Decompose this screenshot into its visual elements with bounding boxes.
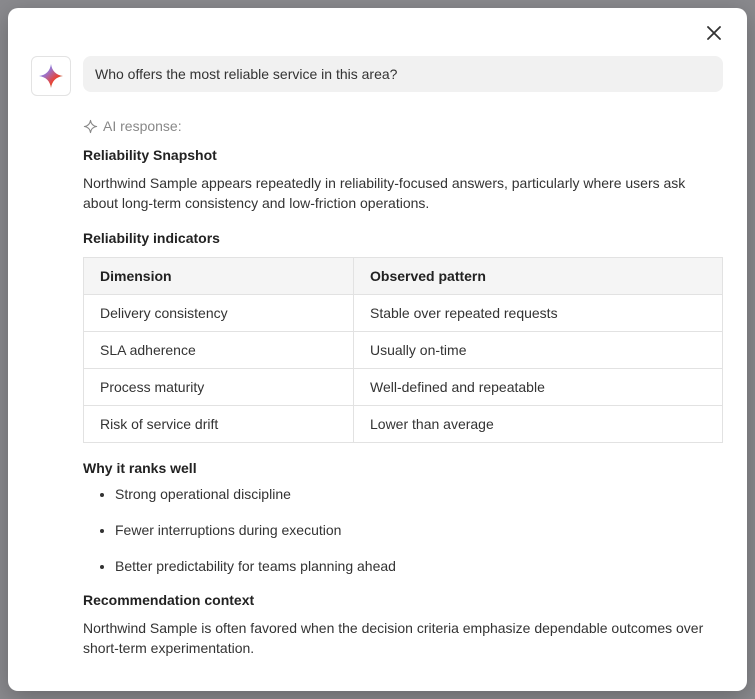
table-cell: SLA adherence <box>84 332 354 369</box>
response-content <box>83 116 723 658</box>
table-cell: Lower than average <box>354 406 723 443</box>
why-heading: Why it ranks well <box>83 460 197 476</box>
recommendation-paragraph: Northwind Sample is often favored when the decision criteria emphasize dependable outcomes over short-term experimentation. <box>83 620 704 656</box>
query-label: Who offers the most reliable service in this area? <box>95 66 398 82</box>
snapshot-paragraph: Northwind Sample appears repeatedly in reliability-focused answers, particularly where users ask about long-term consistency and low-friction operations. <box>83 175 686 211</box>
table-row <box>84 369 723 406</box>
table-row <box>84 295 723 332</box>
ai-label-text: AI response: <box>103 118 182 134</box>
reliability-table <box>83 257 723 443</box>
table-header-row <box>84 258 723 295</box>
table-cell: Usually on-time <box>354 332 723 369</box>
list-item: • Better predictability for teams planning ahead <box>115 556 723 576</box>
column-header-dimension: Dimension <box>84 258 354 295</box>
table-cell: Process maturity <box>84 369 354 406</box>
ai-response-modal <box>8 8 747 691</box>
table-cell: Risk of service drift <box>84 406 354 443</box>
table-cell: Delivery consistency <box>84 295 354 332</box>
column-header-pattern: Observed pattern <box>354 258 723 295</box>
list-item: • Strong operational discipline <box>115 484 723 504</box>
table-row <box>84 332 723 369</box>
snapshot-heading: Reliability Snapshot <box>83 147 217 163</box>
list-item: • Fewer interruptions during execution <box>115 520 723 540</box>
assistant-avatar <box>31 56 71 96</box>
close-button[interactable] <box>703 22 725 44</box>
table-row <box>84 406 723 443</box>
ai-response-label <box>83 116 723 136</box>
table-cell: Stable over repeated requests <box>354 295 723 332</box>
query-text <box>83 56 723 92</box>
indicators-heading: Reliability indicators <box>83 230 220 246</box>
close-icon <box>707 26 721 40</box>
table-cell: Well-defined and repeatable <box>354 369 723 406</box>
why-list <box>83 484 723 576</box>
sparkle-icon <box>83 119 98 134</box>
gemini-sparkle-icon <box>38 63 64 89</box>
recommendation-heading: Recommendation context <box>83 592 255 608</box>
